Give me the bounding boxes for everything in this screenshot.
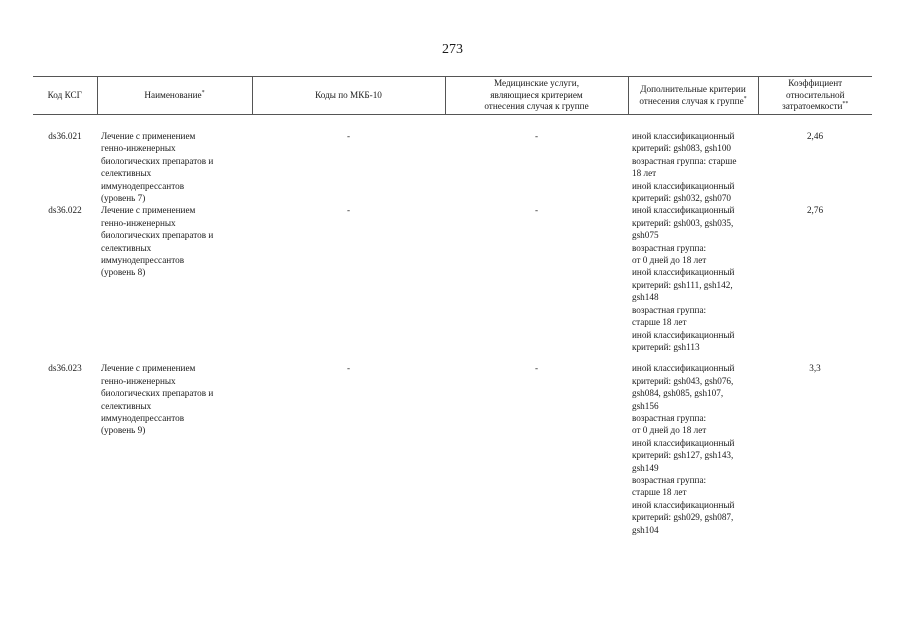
ksg-name (97, 204, 252, 353)
criteria-line: критерий: gsh043, gsh076, (632, 375, 734, 386)
header-criteria (628, 77, 758, 115)
medical-services: - (534, 131, 539, 141)
additional-criteria (628, 204, 758, 353)
ksg-name-line: биологических препаратов и (101, 155, 214, 166)
ksg-name-line: (уровень 8) (101, 267, 146, 278)
page-number: 273 (442, 42, 463, 57)
criteria-line: gsh104 (632, 524, 659, 535)
criteria-line: gsh156 (632, 400, 659, 411)
table-row (33, 130, 872, 204)
ksg-name-line: иммунодепрессантов (101, 255, 185, 266)
ksg-name-line: биологических препаратов и (101, 388, 214, 399)
criteria-line: критерий: gsh111, gsh142, (632, 279, 733, 290)
table-header-row (33, 77, 872, 115)
criteria-line: критерий: gsh003, gsh035, (632, 217, 734, 228)
cost-coefficient: 2,76 (806, 205, 824, 216)
header-code: Код КСГ (33, 77, 97, 115)
criteria-line: возрастная группа: (632, 242, 707, 253)
criteria-line: иной классификационный (632, 499, 735, 510)
table-row (33, 204, 872, 353)
criteria-line: возрастная группа: (632, 304, 707, 315)
ksg-name-line: генно-инженерных (101, 217, 176, 228)
ksg-name-line: селективных (101, 400, 152, 411)
ksg-code: ds36.021 (48, 131, 82, 141)
criteria-line: от 0 дней до 18 лет (632, 255, 707, 266)
medical-services: - (534, 205, 539, 216)
criteria-line: критерий: gsh113 (632, 341, 700, 352)
criteria-line: старше 18 лет (632, 317, 687, 328)
criteria-line: возрастная группа: (632, 474, 707, 485)
ksg-name-line: селективных (101, 168, 152, 179)
criteria-line: критерий: gsh127, gsh143, (632, 450, 734, 461)
ksg-name-line: Лечение с применением (101, 205, 196, 216)
additional-criteria (628, 362, 758, 536)
header-coef (758, 77, 872, 115)
header-coef-line: затратоемкости** (782, 101, 849, 112)
criteria-line: возрастная группа: (632, 412, 707, 423)
header-coef-line: Коэффициент (788, 78, 843, 89)
criteria-line: критерий: gsh029, gsh087, (632, 512, 734, 523)
mkb-codes: - (346, 205, 351, 216)
cost-coefficient: 2,46 (806, 131, 824, 141)
cost-coefficient: 3,3 (809, 363, 821, 374)
ksg-code: ds36.023 (48, 363, 82, 374)
ksg-name-line: (уровень 7) (101, 193, 146, 204)
header-criteria-line: отнесения случая к группе* (639, 95, 747, 106)
ksg-name-line: Лечение с применением (101, 363, 196, 374)
additional-criteria (628, 130, 758, 204)
ksg-name-line: иммунодепрессантов (101, 180, 185, 191)
header-services-line: отнесения случая к группе (484, 101, 589, 112)
ksg-name (97, 130, 252, 204)
header-services (445, 77, 628, 115)
ksg-name-line: генно-инженерных (101, 143, 176, 154)
header-services-line: Медицинские услуги, (493, 78, 579, 89)
criteria-line: возрастная группа: старше (632, 155, 737, 166)
header-criteria-mark: * (743, 95, 747, 102)
ksg-code: ds36.022 (48, 205, 82, 216)
criteria-line: gsh075 (632, 230, 659, 241)
criteria-line: gsh084, gsh085, gsh107, (632, 388, 724, 399)
header-criteria-line: Дополнительные критерии (640, 84, 746, 94)
ksg-name-line: Лечение с применением (101, 131, 196, 141)
ksg-name-line: иммунодепрессантов (101, 412, 185, 423)
table-row (33, 362, 872, 536)
criteria-line: 18 лет (632, 168, 657, 179)
mkb-codes: - (346, 363, 351, 374)
ksg-name (97, 362, 252, 536)
ksg-name-line: селективных (101, 242, 152, 253)
ksg-name-line: биологических препаратов и (101, 230, 214, 241)
criteria-line: gsh149 (632, 462, 659, 473)
criteria-line: иной классификационный (632, 437, 735, 448)
header-coef-mark: ** (842, 101, 849, 108)
criteria-line: иной классификационный (632, 131, 735, 141)
criteria-line: старше 18 лет (632, 487, 687, 498)
criteria-line: иной классификационный (632, 329, 735, 340)
criteria-line: иной классификационный (632, 180, 735, 191)
header-name: Наименование* (97, 77, 252, 115)
header-coef-line: относительной (785, 89, 845, 100)
medical-services: - (534, 363, 539, 374)
criteria-line: иной классификационный (632, 205, 735, 216)
ksg-table (33, 76, 872, 536)
criteria-line: иной классификационный (632, 363, 735, 374)
ksg-name-line: генно-инженерных (101, 375, 176, 386)
criteria-line: от 0 дней до 18 лет (632, 425, 707, 436)
criteria-line: иной классификационный (632, 267, 735, 278)
criteria-line: gsh148 (632, 292, 659, 303)
criteria-line: критерий: gsh083, gsh100 (632, 143, 732, 154)
header-mkb: Коды по МКБ-10 (252, 77, 445, 115)
criteria-line: критерий: gsh032, gsh070 (632, 193, 732, 204)
mkb-codes: - (346, 131, 351, 141)
header-services-line: являющиеся критерием (490, 89, 583, 100)
ksg-name-line: (уровень 9) (101, 425, 146, 436)
